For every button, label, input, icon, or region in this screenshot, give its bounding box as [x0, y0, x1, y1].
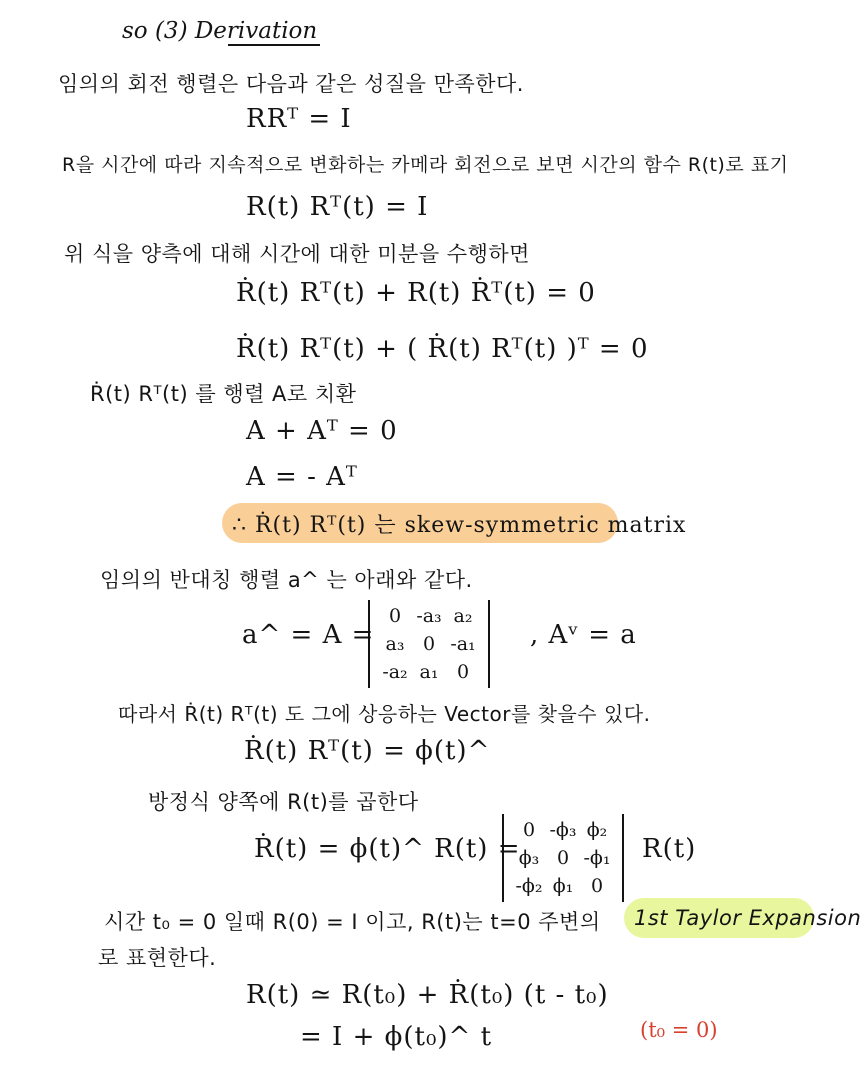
matrix-a-cell: 0	[388, 605, 402, 627]
taylor-expansion-label: 1st Taylor Expansion	[634, 906, 861, 930]
equation-1: RRᵀ = I	[246, 104, 352, 134]
equation-10-left: Ṙ(t) = ϕ(t)^ R(t) =	[254, 834, 521, 864]
text-line-6: 따라서 Ṙ(t) Rᵀ(t) 도 그에 상응하는 Vector를 찾을수 있다.	[118, 702, 651, 726]
text-line-4: Ṙ(t) Rᵀ(t) 를 행렬 A로 치환	[90, 382, 357, 406]
matrix-a-cell: a₃	[385, 633, 405, 655]
page-title: so (3) Derivation	[122, 18, 318, 44]
equation-7-highlighted: ∴ Ṙ(t) Rᵀ(t) 는 skew-symmetric matrix	[232, 513, 687, 538]
matrix-phi-cell: -ϕ₃	[549, 819, 577, 841]
matrix-a-cell: -a₃	[416, 605, 442, 627]
equation-6: A = - Aᵀ	[246, 462, 358, 492]
note-t0-red: (t₀ = 0)	[640, 1018, 718, 1042]
matrix-a-cell: 0	[456, 661, 470, 683]
matrix-phi	[502, 814, 624, 902]
text-line-8: 시간 t₀ = 0 일때 R(0) = I 이고, R(t)는 t=0 주변의	[104, 910, 601, 934]
matrix-phi-cell: ϕ₂	[586, 819, 608, 841]
equation-8-left: a^ = A =	[242, 620, 375, 650]
matrix-a-cell: a₁	[419, 661, 439, 683]
matrix-phi-cell: -ϕ₁	[583, 847, 611, 869]
text-line-7: 방정식 양쪽에 R(t)를 곱한다	[148, 790, 419, 814]
text-line-2: R을 시간에 따라 지속적으로 변화하는 카메라 회전으로 보면 시간의 함수 R(t)로 표기	[62, 154, 789, 176]
matrix-phi-cell: ϕ₁	[552, 875, 574, 897]
title-underline	[228, 44, 320, 46]
equation-3: Ṙ(t) Rᵀ(t) + R(t) Ṙᵀ(t) = 0	[236, 278, 596, 308]
equation-5: A + Aᵀ = 0	[246, 416, 398, 446]
matrix-phi-cell: 0	[556, 847, 570, 869]
matrix-a	[368, 600, 490, 688]
text-line-5: 임의의 반대칭 행렬 a^ 는 아래와 같다.	[100, 568, 473, 592]
equation-9: Ṙ(t) Rᵀ(t) = ϕ(t)^	[244, 736, 491, 766]
text-line-9: 로 표현한다.	[98, 946, 217, 970]
text-line-1: 임의의 회전 행렬은 다음과 같은 성질을 만족한다.	[58, 72, 524, 96]
equation-12: = I + ϕ(t₀)^ t	[300, 1022, 493, 1052]
equation-2: R(t) Rᵀ(t) = I	[246, 192, 429, 222]
equation-10-right: R(t)	[642, 834, 697, 864]
matrix-phi-cell: -ϕ₂	[515, 875, 543, 897]
matrix-a-cell: -a₂	[382, 661, 408, 683]
matrix-a-cell: -a₁	[450, 633, 476, 655]
matrix-phi-cell: 0	[522, 819, 536, 841]
equation-8-right: , Aᵛ = a	[530, 620, 637, 650]
text-line-3: 위 식을 양측에 대해 시간에 대한 미분을 수행하면	[64, 242, 530, 266]
matrix-phi-cell: ϕ₃	[518, 847, 540, 869]
matrix-a-cell: a₂	[453, 605, 473, 627]
equation-4: Ṙ(t) Rᵀ(t) + ( Ṙ(t) Rᵀ(t) )ᵀ = 0	[236, 334, 649, 364]
matrix-a-cell: 0	[422, 633, 436, 655]
matrix-phi-cell: 0	[590, 875, 604, 897]
equation-11: R(t) ≃ R(t₀) + Ṙ(t₀) (t - t₀)	[246, 980, 609, 1010]
